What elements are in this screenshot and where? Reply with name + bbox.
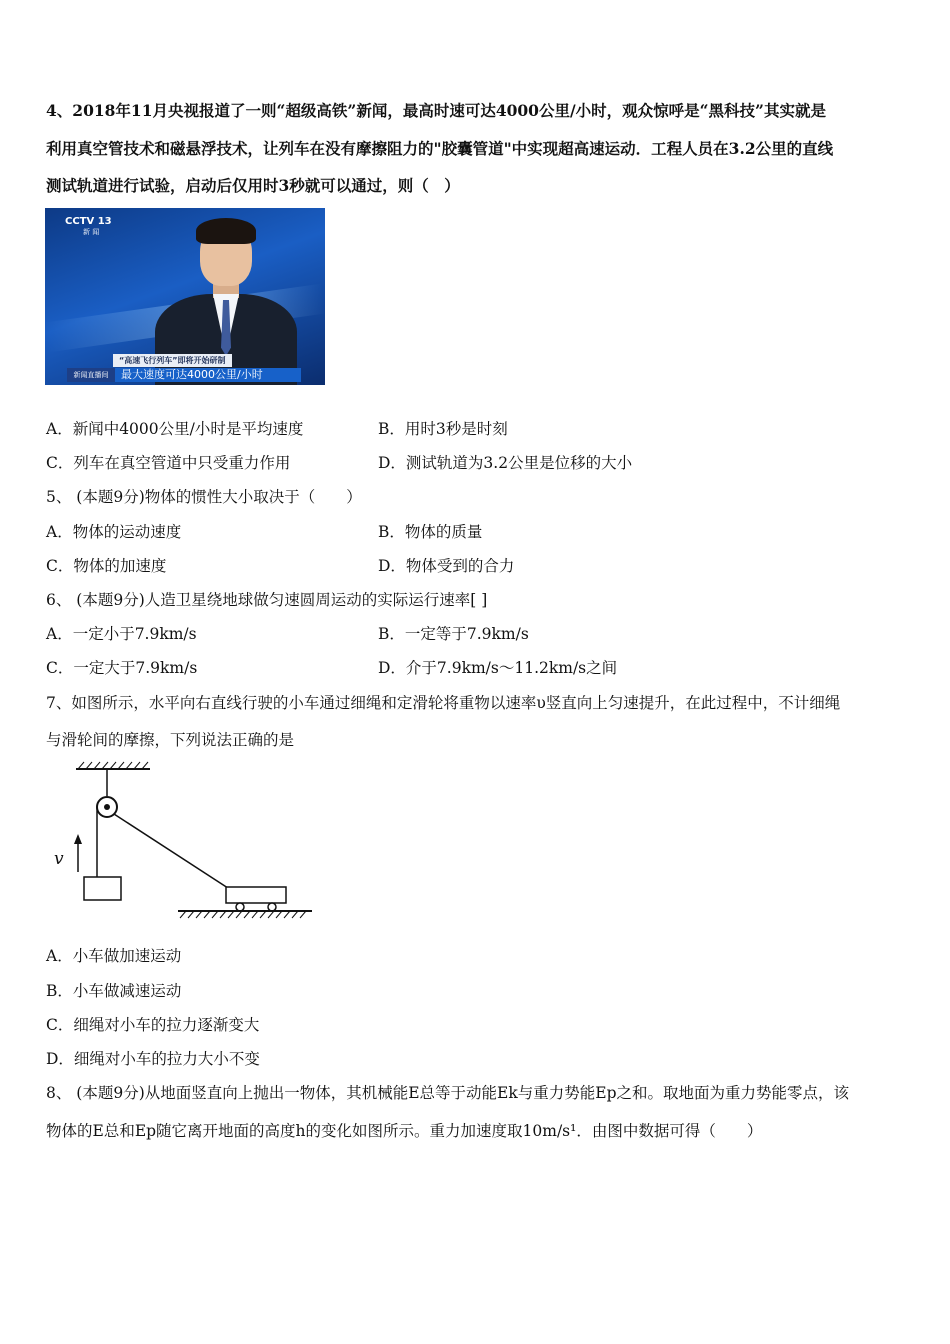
q8-stem-line-2: 物体的E总和Ep随它离开地面的高度h的变化如图所示。重力加速度取10m/s¹．由图中数据可得（ ）	[46, 1122, 763, 1140]
news-screenshot-image	[45, 208, 325, 385]
rope-diagonal	[114, 814, 231, 890]
caption-main: 最大速度可达4000公里/小时	[115, 368, 301, 382]
q4-option-b: B．用时3秒是时刻	[378, 420, 508, 438]
q4-option-a: A．新闻中4000公里/小时是平均速度	[46, 420, 304, 438]
q4-stem-line-2: 利用真空管技术和磁悬浮技术，让列车在没有摩擦阻力的"胶囊管道"中实现超高速运动．工程人员在3.2公里的直线	[46, 139, 834, 158]
q4-stem-line-1: 4、2018年11月央视报道了一则“超级高铁”新闻，最高时速可达4000公里/小时，观众惊呼是“黑科技”其实就是	[46, 101, 826, 120]
ceiling-hatching	[78, 762, 148, 769]
cart-wheel-left	[236, 903, 244, 911]
caption-top: “高速飞行列车”即将开始研制	[113, 354, 232, 367]
q4-option-c: C．列车在真空管道中只受重力作用	[46, 454, 291, 472]
pulley-axle	[104, 804, 110, 810]
q7-stem-line-2: 与滑轮间的摩擦，下列说法正确的是	[46, 731, 295, 749]
q8-stem-line-1: 8、 (本题9分)从地面竖直向上抛出一物体，其机械能E总等于动能Ek与重力势能Ep之和。取地面为重力势能零点，该	[46, 1084, 850, 1102]
ground-hatching	[180, 911, 306, 918]
velocity-arrowhead	[74, 834, 82, 844]
q5-stem: 5、 (本题9分)物体的惯性大小取决于（ ）	[46, 488, 362, 506]
q7-option-b: B．小车做减速运动	[46, 982, 182, 1000]
q6-stem: 6、 (本题9分)人造卫星绕地球做匀速圆周运动的实际运行速率[ ]	[46, 591, 488, 609]
q7-option-c: C．细绳对小车的拉力逐渐变大	[46, 1016, 260, 1034]
q6-option-c: C．一定大于7.9km/s	[46, 659, 198, 677]
q6-option-b: B．一定等于7.9km/s	[378, 625, 529, 643]
q7-option-d: D．细绳对小车的拉力大小不变	[46, 1050, 260, 1068]
q5-option-b: B．物体的质量	[378, 523, 483, 541]
q7-option-a: A．小车做加速运动	[46, 947, 182, 965]
cart-wheel-right	[268, 903, 276, 911]
q5-option-a: A．物体的运动速度	[46, 523, 182, 541]
anchor-hair	[196, 218, 256, 244]
q6-option-a: A．一定小于7.9km/s	[46, 625, 197, 643]
q4-option-d: D．测试轨道为3.2公里是位移的大小	[378, 454, 633, 472]
cctv-logo: CCTV 13 新 闻	[65, 216, 112, 236]
q7-stem-line-1: 7、如图所示，水平向右直线行驶的小车通过细绳和定滑轮将重物以速率υ竖直向上匀速提升，在此过程中，不计细绳	[46, 694, 841, 712]
cart-body	[226, 887, 286, 903]
q5-option-c: C．物体的加速度	[46, 557, 167, 575]
caption-tag: 新闻直播间	[67, 368, 115, 382]
velocity-label: v	[54, 849, 64, 869]
q5-option-d: D．物体受到的合力	[378, 557, 515, 575]
q4-stem-line-3: 测试轨道进行试验，启动后仅用时3秒就可以通过，则（ ）	[46, 176, 460, 195]
q6-option-d: D．介于7.9km/s～11.2km/s之间	[378, 659, 618, 677]
hanging-weight	[84, 877, 121, 900]
pulley-diagram	[48, 760, 318, 925]
